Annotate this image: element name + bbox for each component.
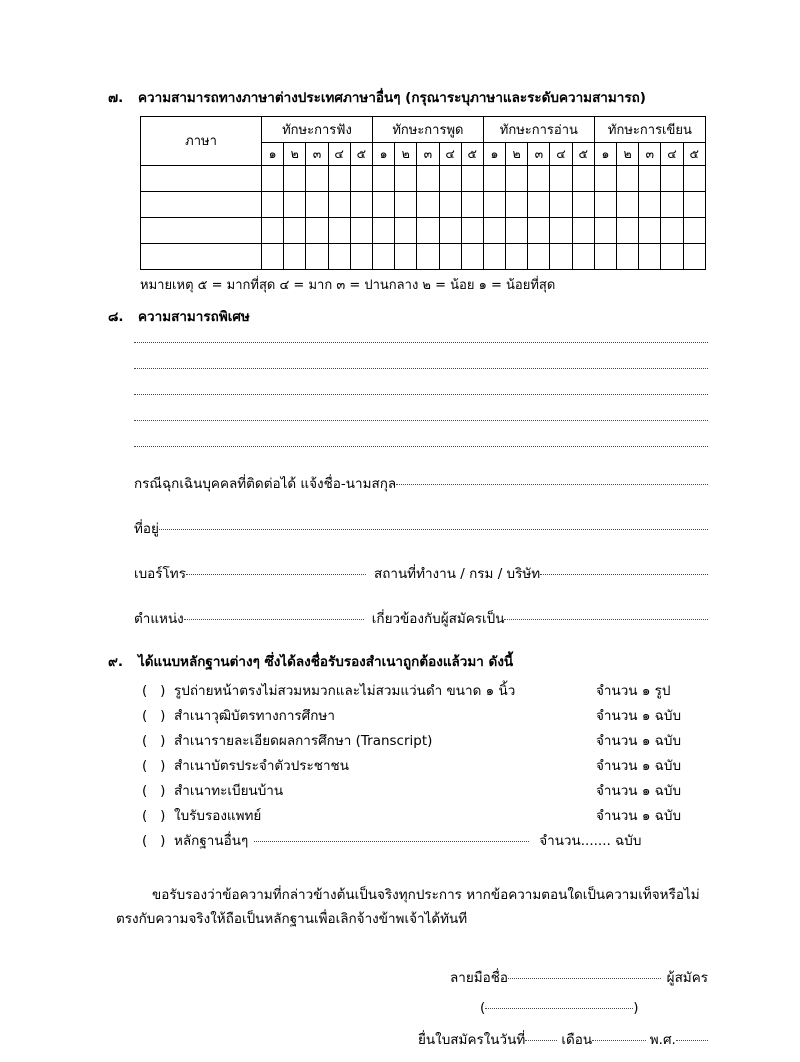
blank-line[interactable] <box>134 394 708 395</box>
table-row[interactable] <box>141 165 706 191</box>
section-9-title: ได้แนบหลักฐานต่างๆ ซึ่งได้ลงชื่อรับรองสำเนาถูกต้องแล้วมา ดังนี้ <box>138 654 514 671</box>
cell-rating[interactable] <box>528 165 550 191</box>
attachment-label: สำเนาทะเบียนบ้าน <box>174 783 284 800</box>
rating-reading-4: ๔ <box>550 142 572 165</box>
blank-line[interactable] <box>134 342 708 343</box>
cell-rating[interactable] <box>306 243 328 269</box>
cell-rating[interactable] <box>683 165 705 191</box>
cell-rating[interactable] <box>683 243 705 269</box>
emergency-address-label: ที่อยู่ <box>134 521 159 538</box>
rating-listening-3: ๓ <box>306 142 328 165</box>
cell-rating[interactable] <box>262 243 284 269</box>
attachment-label: สำเนาวุฒิบัตรทางการศึกษา <box>174 708 335 725</box>
cell-rating[interactable] <box>572 191 594 217</box>
attachment-label: สำเนาบัตรประจำตัวประชาชน <box>174 758 349 775</box>
cell-rating[interactable] <box>328 243 350 269</box>
section-8-heading <box>108 307 708 328</box>
cell-rating[interactable] <box>439 165 461 191</box>
section-9-number: ๙. <box>108 654 124 671</box>
rating-writing-2: ๒ <box>617 142 639 165</box>
cell-rating[interactable] <box>284 165 306 191</box>
rating-writing-4: ๔ <box>661 142 683 165</box>
cell-rating[interactable] <box>483 243 505 269</box>
rating-listening-2: ๒ <box>284 142 306 165</box>
attachment-quantity: จำนวน ๑ ฉบับ <box>596 783 682 800</box>
cell-rating[interactable] <box>284 191 306 217</box>
list-item <box>142 754 708 779</box>
cell-rating[interactable] <box>594 191 616 217</box>
cell-rating[interactable] <box>661 191 683 217</box>
cell-rating[interactable] <box>372 217 394 243</box>
cell-rating[interactable] <box>262 191 284 217</box>
applicant-label: ผู้สมัคร <box>666 969 708 986</box>
cell-rating[interactable] <box>639 191 661 217</box>
cell-rating[interactable] <box>262 165 284 191</box>
table-header-row-skills <box>141 116 706 142</box>
submit-date-label: ยื่นใบสมัครในวันที่ <box>418 1031 526 1048</box>
cell-rating[interactable] <box>572 243 594 269</box>
cell-rating[interactable] <box>395 243 417 269</box>
attachment-quantity: จำนวน....... ฉบับ <box>539 833 642 850</box>
signature-label: ลายมือชื่อ <box>450 969 509 986</box>
table-row[interactable] <box>141 217 706 243</box>
emergency-contact-label: กรณีฉุกเฉินบุคคลที่ติดต่อได้ แจ้งชื่อ-นามสกุล <box>134 476 397 493</box>
cell-rating[interactable] <box>639 217 661 243</box>
printed-name-input[interactable] <box>485 1008 633 1009</box>
cell-language[interactable] <box>141 217 262 243</box>
rating-listening-5: ๕ <box>350 142 372 165</box>
cell-rating[interactable] <box>683 217 705 243</box>
language-table-wrapper <box>140 116 708 270</box>
checkbox-diploma[interactable]: ( ) <box>142 708 166 725</box>
year-label: พ.ศ. <box>649 1031 676 1048</box>
header-skill-reading: ทักษะการอ่าน <box>483 116 594 142</box>
rating-legend-note: หมายเหตุ ๕ = มากที่สุด ๔ = มาก ๓ = ปานกลาง ๒ = น้อย ๑ = น้อยที่สุด <box>140 277 556 293</box>
header-skill-listening: ทักษะการฟัง <box>262 116 373 142</box>
checkbox-transcript[interactable]: ( ) <box>142 733 166 750</box>
cell-rating[interactable] <box>417 191 439 217</box>
cell-rating[interactable] <box>328 165 350 191</box>
cell-rating[interactable] <box>306 165 328 191</box>
cell-rating[interactable] <box>284 217 306 243</box>
list-item <box>142 729 708 754</box>
cell-rating[interactable] <box>461 243 483 269</box>
cell-rating[interactable] <box>550 165 572 191</box>
cell-rating[interactable] <box>372 191 394 217</box>
emergency-address-row <box>134 517 708 539</box>
cell-rating[interactable] <box>417 165 439 191</box>
table-row[interactable] <box>141 191 706 217</box>
cell-rating[interactable] <box>506 191 528 217</box>
printed-name-row <box>108 1000 708 1016</box>
list-item <box>142 704 708 729</box>
cell-rating[interactable] <box>461 191 483 217</box>
blank-line[interactable] <box>134 368 708 369</box>
section-8-title: ความสามารถพิเศษ <box>138 309 250 326</box>
cell-language[interactable] <box>141 243 262 269</box>
attachment-quantity: จำนวน ๑ ฉบับ <box>596 808 682 825</box>
attachment-label: รูปถ่ายหน้าตรงไม่สวมหมวกและไม่สวมแว่นดำ ขนาด ๑ นิ้ว <box>174 683 516 700</box>
cell-rating[interactable] <box>306 191 328 217</box>
emergency-relation-input[interactable] <box>504 619 708 620</box>
emergency-position-relation-row <box>134 607 708 629</box>
cell-rating[interactable] <box>594 243 616 269</box>
list-item <box>142 829 708 854</box>
cell-rating[interactable] <box>328 217 350 243</box>
paren-close: ) <box>633 999 639 1016</box>
attachment-label: สำเนารายละเอียดผลการศึกษา (Transcript) <box>174 733 433 750</box>
paren-open: ( <box>480 999 486 1016</box>
submit-month-input[interactable] <box>592 1040 646 1041</box>
blank-line[interactable] <box>134 420 708 421</box>
cell-rating[interactable] <box>461 165 483 191</box>
blank-line[interactable] <box>134 446 708 447</box>
section-8-number: ๘. <box>108 309 124 326</box>
rating-speaking-1: ๑ <box>372 142 394 165</box>
cell-rating[interactable] <box>439 191 461 217</box>
cell-rating[interactable] <box>639 243 661 269</box>
cell-rating[interactable] <box>306 217 328 243</box>
cell-rating[interactable] <box>439 243 461 269</box>
list-item <box>142 679 708 704</box>
emergency-contact-block <box>134 472 708 629</box>
emergency-position-input[interactable] <box>184 619 364 620</box>
cell-rating[interactable] <box>594 165 616 191</box>
attachment-quantity: จำนวน ๑ รูป <box>596 683 671 700</box>
emergency-relation-label: เกี่ยวข้องกับผู้สมัครเป็น <box>371 611 505 628</box>
rating-listening-4: ๔ <box>328 142 350 165</box>
cell-rating[interactable] <box>372 165 394 191</box>
rating-speaking-5: ๕ <box>461 142 483 165</box>
month-label: เดือน <box>561 1031 593 1048</box>
cell-rating[interactable] <box>617 243 639 269</box>
cell-rating[interactable] <box>550 217 572 243</box>
cell-rating[interactable] <box>395 191 417 217</box>
rating-listening-1: ๑ <box>262 142 284 165</box>
section-7-title: ความสามารถทางภาษาต่างประเทศภาษาอื่นๆ (กรุณาระบุภาษาและระดับความสามารถ) <box>138 90 646 106</box>
rating-writing-3: ๓ <box>639 142 661 165</box>
cell-rating[interactable] <box>417 217 439 243</box>
section-7-number: ๗. <box>108 90 124 106</box>
language-table-body <box>141 165 706 269</box>
rating-reading-3: ๓ <box>528 142 550 165</box>
section-9-heading <box>108 652 708 673</box>
header-skill-writing: ทักษะการเขียน <box>594 116 705 142</box>
cell-rating[interactable] <box>262 217 284 243</box>
checkbox-house-registration[interactable]: ( ) <box>142 783 166 800</box>
emergency-position-label: ตำแหน่ง <box>134 611 184 628</box>
list-item <box>142 804 708 829</box>
cell-rating[interactable] <box>617 191 639 217</box>
language-skill-table <box>140 116 706 270</box>
cell-rating[interactable] <box>639 165 661 191</box>
cell-rating[interactable] <box>528 243 550 269</box>
cell-rating[interactable] <box>395 165 417 191</box>
header-language: ภาษา <box>141 116 262 165</box>
signature-block <box>108 966 708 1050</box>
certification-paragraph: ขอรับรองว่าข้อความที่กล่าวข้างต้นเป็นจริงทุกประการ หากข้อความตอนใดเป็นความเท็จหรือไม่ตรงกับความจริงให้ถือเป็นหลักฐานเพื่อเลิกจ้างข้าพเจ้าได้ทันที <box>116 887 700 927</box>
cell-rating[interactable] <box>328 191 350 217</box>
cell-rating[interactable] <box>550 243 572 269</box>
cell-rating[interactable] <box>661 243 683 269</box>
cell-rating[interactable] <box>372 243 394 269</box>
cell-rating[interactable] <box>284 243 306 269</box>
cell-language[interactable] <box>141 191 262 217</box>
attachment-label: หลักฐานอื่นๆ <box>174 833 249 850</box>
cell-rating[interactable] <box>594 217 616 243</box>
cell-rating[interactable] <box>683 191 705 217</box>
cell-rating[interactable] <box>528 217 550 243</box>
rating-speaking-2: ๒ <box>395 142 417 165</box>
emergency-contact-name-row <box>134 472 708 494</box>
cell-rating[interactable] <box>439 217 461 243</box>
cell-rating[interactable] <box>661 165 683 191</box>
submit-year-input[interactable] <box>676 1040 708 1041</box>
cell-rating[interactable] <box>483 165 505 191</box>
emergency-phone-workplace-row <box>134 562 708 584</box>
attachment-quantity: จำนวน ๑ ฉบับ <box>596 708 682 725</box>
cell-language[interactable] <box>141 165 262 191</box>
cell-rating[interactable] <box>572 165 594 191</box>
section-7-heading <box>108 88 708 109</box>
table-row[interactable] <box>141 243 706 269</box>
checkbox-photo[interactable]: ( ) <box>142 683 166 700</box>
attachment-quantity: จำนวน ๑ ฉบับ <box>596 758 682 775</box>
attachment-checklist <box>142 679 708 854</box>
cell-rating[interactable] <box>506 217 528 243</box>
cell-rating[interactable] <box>661 217 683 243</box>
cell-rating[interactable] <box>483 217 505 243</box>
rating-writing-1: ๑ <box>594 142 616 165</box>
rating-speaking-4: ๔ <box>439 142 461 165</box>
cell-rating[interactable] <box>350 165 372 191</box>
checkbox-medical-certificate[interactable]: ( ) <box>142 808 166 825</box>
attachment-quantity: จำนวน ๑ ฉบับ <box>596 733 682 750</box>
emergency-workplace-label: สถานที่ทำงาน / กรม / บริษัท <box>373 566 541 583</box>
signature-line-row <box>108 966 708 988</box>
rating-reading-1: ๑ <box>483 142 505 165</box>
emergency-phone-label: เบอร์โทร <box>134 566 186 583</box>
list-item <box>142 779 708 804</box>
cell-rating[interactable] <box>617 165 639 191</box>
form-content <box>108 88 708 1062</box>
emergency-phone-input[interactable] <box>186 574 366 575</box>
cell-rating[interactable] <box>350 217 372 243</box>
cell-rating[interactable] <box>506 165 528 191</box>
cell-rating[interactable] <box>617 217 639 243</box>
emergency-contact-name-input[interactable] <box>396 484 708 485</box>
cell-rating[interactable] <box>506 243 528 269</box>
checkbox-id-card[interactable]: ( ) <box>142 758 166 775</box>
submit-date-row <box>108 1028 708 1050</box>
other-documents-input[interactable] <box>254 841 529 842</box>
submit-day-input[interactable] <box>525 1040 557 1041</box>
cell-rating[interactable] <box>350 191 372 217</box>
cell-rating[interactable] <box>528 191 550 217</box>
signature-input[interactable] <box>508 978 661 979</box>
cell-rating[interactable] <box>572 217 594 243</box>
attachment-label: ใบรับรองแพทย์ <box>174 808 262 825</box>
rating-speaking-3: ๓ <box>417 142 439 165</box>
rating-reading-5: ๕ <box>572 142 594 165</box>
cell-rating[interactable] <box>350 243 372 269</box>
cell-rating[interactable] <box>395 217 417 243</box>
emergency-address-input[interactable] <box>159 529 708 530</box>
rating-reading-2: ๒ <box>506 142 528 165</box>
checkbox-other-documents[interactable]: ( ) <box>142 833 166 850</box>
cell-rating[interactable] <box>550 191 572 217</box>
special-abilities-blank-lines <box>134 342 708 447</box>
rating-writing-5: ๕ <box>683 142 705 165</box>
header-skill-speaking: ทักษะการพูด <box>372 116 483 142</box>
cell-rating[interactable] <box>483 191 505 217</box>
cell-rating[interactable] <box>461 217 483 243</box>
emergency-workplace-input[interactable] <box>540 574 708 575</box>
cell-rating[interactable] <box>417 243 439 269</box>
